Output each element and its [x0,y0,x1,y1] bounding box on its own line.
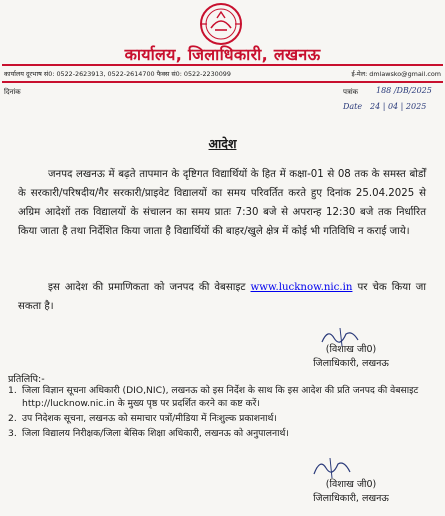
list-item [8,412,433,425]
list-item-number: 3. [8,428,17,439]
list-item-number: 1. [8,385,17,396]
list-item-number: 2. [8,413,17,424]
patrank-value: 188 /DB/2025 [376,86,432,95]
date-label: दिनांक [4,88,21,96]
order-paragraph-1 [18,165,426,241]
signature-block-1 [296,343,406,371]
order-paragraph-2 [18,278,426,316]
office-title: कार्यालय, जिलाधिकारी, लखनऊ [124,45,321,64]
list-item-text: जिला विज्ञान सूचना अधिकारी (DIO,NIC), लखनऊ को इस निर्देश के साथ कि इस आदेश की प्रति जनपद की वेबसाइट http://lucknow.nic.in के मुख्य पृष्ठ पर प्रदर्शित करने का कष्ट करें। [22,385,419,409]
date-handwritten-label: Date [343,102,363,111]
order-paragraph-2-after: पर चेक किया जा सकता है। [18,282,426,312]
list-item-text: उप निदेशक सूचना, लखनऊ को समाचार पत्रों/मीडिया में निःशुल्क प्रकाशनार्थ। [22,413,277,424]
office-phone: कार्यालय दूरभाष सं0: 0522-2623913, 0522-2614700 फैक्स सं0: 0522-2230099 [4,70,231,78]
website-link[interactable]: www.lucknow.nic.in [250,282,353,293]
header-rule-bottom [2,81,443,83]
up-government-emblem-icon [197,2,245,46]
signatory-name-1: (विशाख जी0) [325,344,377,355]
list-item [8,427,433,440]
order-paragraph-2-before: इस आदेश की प्रमाणिकता को जनपद की वेबसाइट [48,282,251,293]
signatory-designation-2: जिलाधिकारी, लखनऊ [313,493,389,504]
copy-to-label: प्रतिलिपि:- [8,374,45,385]
copy-to-list [8,384,433,442]
signatory-name-2: (विशाख जी0) [325,479,377,490]
office-email: ई-मेल: dmlawsko@gmail.com [351,70,441,78]
date-handwritten-value: 24 | 04 | 2025 [370,102,427,111]
order-paragraph-1-text: जनपद लखनऊ में बढ़ते तापमान के दृष्टिगत विद्यार्थियों के हित में कक्षा-01 से 08 तक के समस्त बोर्डों के सरकारी/परिषदीय/गैर सरकारी/प्राइवेट विद्यालयों का समय परिवर्तित करते हुए दिनांक 25.04.2025 से अग्रिम आदेशों तक विद्यालयों के संचालन का समय प्रातः 7:30 बजे से अपरान्ह 12:30 बजे तक निर्धारित किया जाता है तथा निर्देशित किया जाता है विद्यार्थियों की बाहर/खुले क्षेत्र में कोई भी गतिविधि न कराई जाये। [18,169,426,237]
header-rule-top [2,64,443,66]
signatory-designation-1: जिलाधिकारी, लखनऊ [313,358,389,369]
signature-block-2 [296,478,406,506]
patrank-label: पत्रांक [343,88,359,96]
order-heading: आदेश [208,136,237,151]
list-item-text: जिला विद्यालय निरीक्षक/जिला बेसिक शिक्षा अधिकारी, लखनऊ को अनुपालनार्थ। [22,428,289,439]
list-item [8,384,433,410]
signature-mark-2 [312,456,352,480]
